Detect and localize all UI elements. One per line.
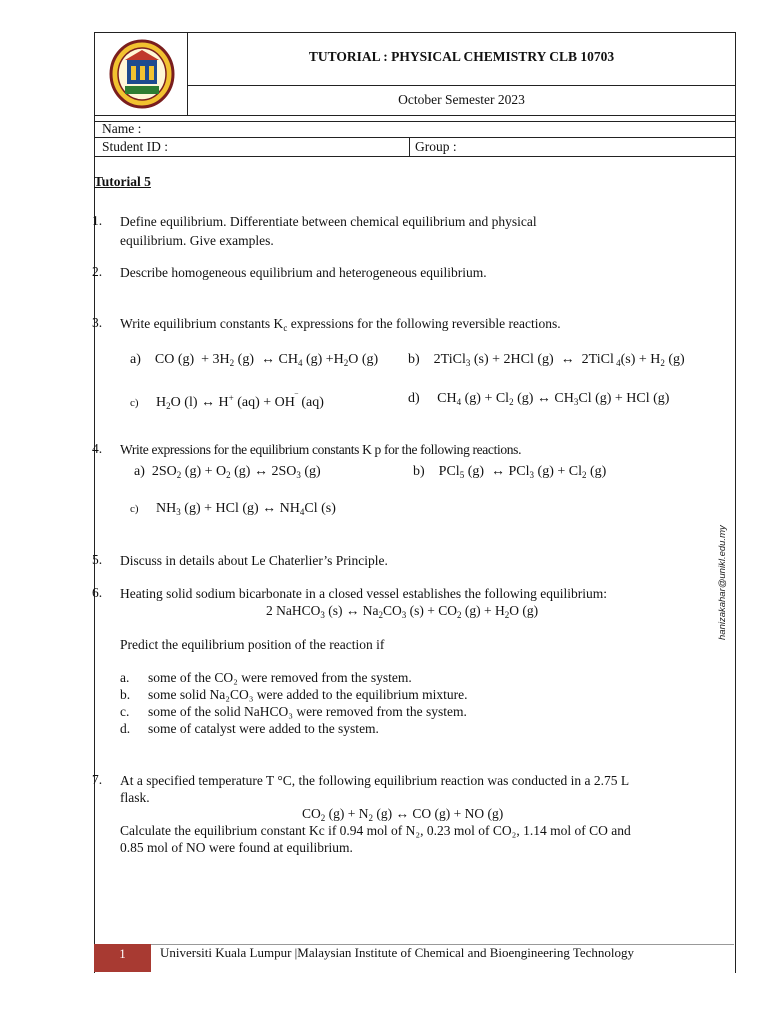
- question-text: Write equilibrium constants $K_c$ expressions for the following reversible reactions.: [120, 316, 561, 333]
- name-row: [95, 121, 735, 138]
- predict-text: Predict the equilibrium position of the reaction if: [120, 637, 385, 652]
- question-text-cont: equilibrium. Give examples.: [120, 233, 274, 248]
- group-label: Group :: [415, 139, 457, 154]
- reaction-4a: a) $2SO_2$ $(g) + O_2$ (g) ↔ $2SO_3$ (g): [134, 464, 321, 480]
- question-text: Write expressions for the equilibrium constants K p for the following reactions.: [120, 442, 522, 457]
- item-label: c.: [120, 704, 130, 719]
- name-row-top-border: [95, 121, 735, 122]
- question-number: 7.: [92, 772, 103, 787]
- header-divider: [95, 115, 735, 116]
- question-number: 4.: [92, 441, 103, 456]
- student-id-row: [95, 138, 735, 157]
- question-7-calc-cont: 0.85 mol of NO were found at equilibrium.: [120, 840, 353, 855]
- item-label: b.: [120, 687, 131, 702]
- question-text: At a specified temperature T °C, the following equilibrium reaction was conducted in a 2.75 L: [120, 773, 630, 788]
- item-text: some solid Na₂CO₃ were added to the equilibrium mixture.: [148, 687, 468, 702]
- name-label: Name :: [102, 121, 142, 136]
- reaction-4c: c) $NH_3$ (g) + HCl (g) ↔ $NH_4Cl$ (s): [130, 501, 336, 517]
- question-number: 6.: [92, 585, 103, 600]
- reaction-3c: c) $H_2O$ (l) ↔ H+ (aq) + OH‾ (aq): [130, 393, 324, 411]
- reaction-4b: b) PCl$_5$ (g) ↔ PCl$_3$ $(g) + Cl_2$ (g): [413, 464, 607, 480]
- tutorial-heading: Tutorial 5: [94, 174, 151, 189]
- question-number: 2.: [92, 264, 103, 279]
- reaction-6: 2 NaHCO$_3$ (s) ↔ $Na_2CO_3$ $(s) + CO_2$ $(g) + H_2O$ (g): [266, 603, 539, 620]
- university-logo: [107, 38, 177, 110]
- logo-cell: [95, 33, 188, 115]
- question-text-cont: flask.: [120, 790, 150, 805]
- item-label: d.: [120, 721, 131, 736]
- question-number: 1.: [92, 213, 103, 228]
- question-number: 3.: [92, 315, 103, 330]
- reaction-3a: a) CO $(g) + 3H_2$ (g) ↔ $CH_4$ $(g) +H_2O$ (g): [130, 352, 379, 368]
- question-7-calc: Calculate the equilibrium constant Kc if 0.94 mol of N₂, 0.23 mol of CO₂, 1.14 mol of CO and: [120, 823, 631, 838]
- item-label: a.: [120, 670, 130, 685]
- group-divider: [409, 138, 410, 156]
- student-id-label: Student ID :: [102, 139, 168, 154]
- item-text: some of the CO₂ were removed from the system.: [148, 670, 412, 685]
- side-email: hanizakahar@unikl.edu.my: [717, 525, 728, 640]
- reaction-3b: b) 2TiCl$_3$ (s) + 2HCl (g) ↔ 2TiCl $_4(s) + H_2$ (g): [408, 352, 685, 368]
- question-text: Describe homogeneous equilibrium and heterogeneous equilibrium.: [120, 265, 487, 280]
- item-text: some of catalyst were added to the system.: [148, 721, 379, 736]
- question-number: 5.: [92, 552, 103, 567]
- item-text: some of the solid NaHCO₃ were removed from the system.: [148, 704, 467, 719]
- reaction-7: $CO_2$ $(g) + N_2$ (g) ↔ CO (g) + NO (g): [302, 806, 504, 823]
- footer-text: Universiti Kuala Lumpur |Malaysian Institute of Chemical and Bioengineering Technology: [160, 945, 635, 960]
- reaction-3d: d) $CH_4$ $(g) + Cl_2$ (g) ↔ $CH_3Cl$ (g) + HCl (g): [408, 391, 670, 407]
- question-text: Define equilibrium. Differentiate between chemical equilibrium and physical: [120, 214, 537, 229]
- question-text: Heating solid sodium bicarbonate in a closed vessel establishes the following equilibrium:: [120, 586, 608, 601]
- semester-label: October Semester 2023: [398, 92, 525, 107]
- page-number: 1: [94, 944, 151, 972]
- question-text: Discuss in details about Le Chaterlier’s Principle.: [120, 553, 388, 568]
- document-title: TUTORIAL : PHYSICAL CHEMISTRY CLB 10703: [188, 33, 735, 86]
